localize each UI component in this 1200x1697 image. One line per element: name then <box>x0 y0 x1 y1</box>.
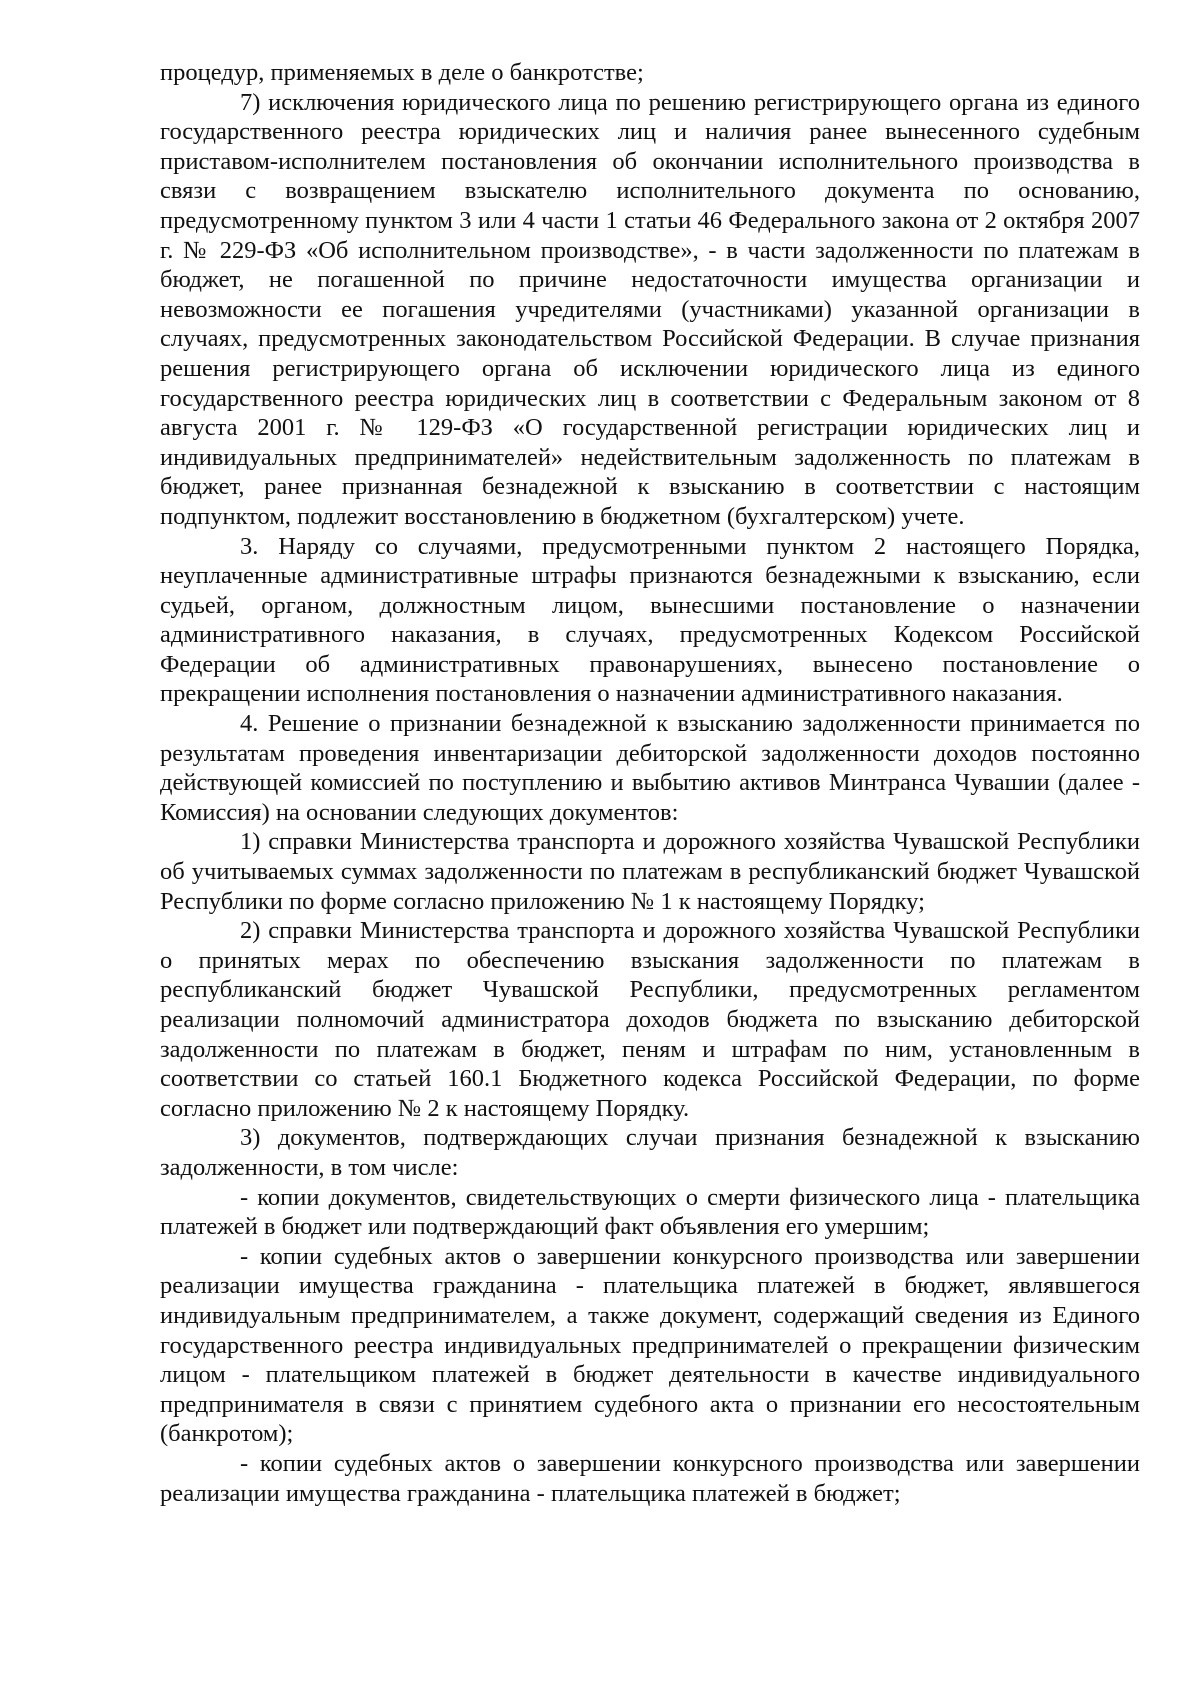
paragraph-item-7: 7) исключения юридического лица по решению регистрирующего органа из единого государственного реестра юридических лиц и наличия ранее вынесенного судебным приставом-исполнителем постановления об окончании исполнительного производства в связи с возвращением взыскателю исполнительного документа по основанию, предусмотренному пунктом 3 или 4 части 1 статьи 46 Федерального закона от 2 октября 2007 г. № 229-ФЗ «Об исполнительном производстве», - в части задолженности по платежам в бюджет, не погашенной по причине недостаточности имущества организации и невозможности ее погашения учредителями (участниками) указанной организации в случаях, предусмотренных законодательством Российской Федерации. В случае признания решения регистрирующего органа об исключении юридического лица из единого государственного реестра юридических лиц в соответствии с Федеральным законом от 8 августа 2001 г. № 129-ФЗ «О государственной регистрации юридических лиц и индивидуальных предпринимателей» недействительным задолженность по платежам в бюджет, ранее признанная безнадежной к взысканию в соответствии с настоящим подпунктом, подлежит восстановлению в бюджетном (бухгалтерском) учете. <box>160 88 1140 530</box>
document-body <box>160 58 1140 1508</box>
paragraph-item-2: 2) справки Министерства транспорта и дорожного хозяйства Чувашской Республики о принятых мерах по обеспечению взыскания задолженности по платежам в республиканский бюджет Чувашской Республики, предусмотренных регламентом реализации полномочий администратора доходов бюджета по взысканию дебиторской задолженности по платежам в бюджет, пеням и штрафам по ним, установленным в соответствии со статьей 160.1 Бюджетного кодекса Российской Федерации, по форме согласно приложению № 2 к настоящему Порядку. <box>160 917 1140 1122</box>
list-item-court-acts-citizen: - копии судебных актов о завершении конкурсного производства или завершении реализации имущества гражданина - плательщика платежей в бюджет; <box>160 1449 1140 1507</box>
list-item-death-documents: - копии документов, свидетельствующих о смерти физического лица - плательщика платежей в бюджет или подтверждающий факт объявления его умершим; <box>160 1183 1140 1241</box>
paragraph-section-3: 3. Наряду со случаями, предусмотренными пунктом 2 настоящего Порядка, неуплаченные административные штрафы признаются безнадежными к взысканию, если судьей, органом, должностным лицом, вынесшими постановление о назначении административного наказания, в случаях, предусмотренных Кодексом Российской Федерации об административных правонарушениях, вынесено постановление о прекращении исполнения постановления о назначении административного наказания. <box>160 532 1140 708</box>
paragraph-item-3: 3) документов, подтверждающих случаи признания безнадежной к взысканию задолженности, в том числе: <box>160 1124 1140 1181</box>
paragraph-continuation: процедур, применяемых в деле о банкротстве; <box>160 59 644 86</box>
paragraph-section-4: 4. Решение о признании безнадежной к взысканию задолженности принимается по результатам проведения инвентаризации дебиторской задолженности доходов постоянно действующей комиссией по поступлению и выбытию активов Минтранса Чувашии (далее - Комиссия) на основании следующих документов: <box>160 710 1140 826</box>
paragraph-item-1: 1) справки Министерства транспорта и дорожного хозяйства Чувашской Республики об учитываемых суммах задолженности по платежам в республиканский бюджет Чувашской Республики по форме согласно приложению № 1 к настоящему Порядку; <box>160 828 1140 915</box>
list-item-court-acts-entrepreneur: - копии судебных актов о завершении конкурсного производства или завершении реализации имущества гражданина - плательщика платежей в бюджет, являвшегося индивидуальным предпринимателем, а также документ, содержащий сведения из Единого государственного реестра индивидуальных предпринимателей о прекращении физическим лицом - плательщиком платежей в бюджет деятельности в качестве индивидуального предпринимателя в связи с принятием судебного акта о признании его несостоятельным (банкротом); <box>160 1242 1140 1448</box>
